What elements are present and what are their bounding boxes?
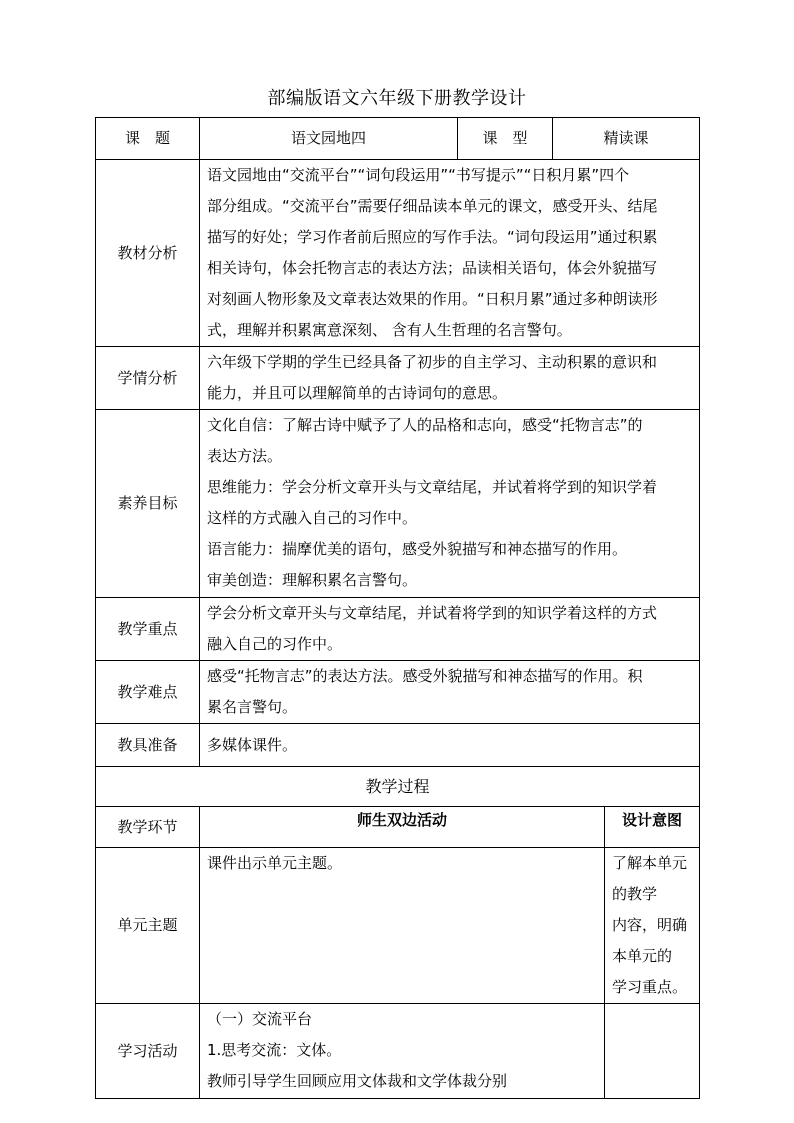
key-points-label: 教学重点 bbox=[96, 598, 200, 661]
stage-column-header: 教学环节 bbox=[96, 807, 200, 848]
difficult-points-row bbox=[96, 661, 700, 724]
text-line: 式，理解并积累寓意深刻、 含有人生哲理的名言警句。 bbox=[207, 321, 572, 339]
process-row bbox=[96, 1004, 700, 1099]
course-value: 语文园地四 bbox=[200, 118, 458, 160]
literacy-goals-row bbox=[96, 410, 700, 598]
text-line: 六年级下学期的学生已经具备了初步的自主学习、主动积累的意识和 bbox=[207, 353, 658, 371]
student-analysis-row bbox=[96, 347, 700, 410]
activity-cell bbox=[200, 1004, 605, 1099]
text-line: 能力，并且可以理解简单的古诗词句的意思。 bbox=[207, 384, 508, 402]
text-line: 表达方法。 bbox=[207, 447, 283, 465]
difficult-points-label: 教学难点 bbox=[96, 661, 200, 724]
text-line: 学习重点。 bbox=[612, 978, 688, 996]
difficult-points-text bbox=[200, 661, 700, 724]
text-line: 了解本单元的教学 bbox=[612, 854, 688, 903]
process-column-header-row bbox=[96, 807, 700, 848]
intent-cell bbox=[605, 848, 700, 1004]
activity-cell bbox=[200, 848, 605, 1004]
text-line: 思维能力：学会分析文章开头与文章结尾，并试着将学到的知识学着 bbox=[207, 478, 658, 496]
text-line: 课件出示单元主题。 bbox=[207, 854, 343, 872]
student-analysis-text bbox=[200, 347, 700, 410]
text-line: 相关诗句，体会托物言志的表达方法；品读相关语句，体会外貌描写 bbox=[207, 259, 658, 277]
teaching-aids-value: 多媒体课件。 bbox=[200, 724, 700, 767]
stage-cell: 学习活动 bbox=[96, 1004, 200, 1099]
text-line: 描写的好处；学习作者前后照应的写作手法。“词句段运用”通过积累 bbox=[207, 228, 658, 246]
type-label: 课 型 bbox=[458, 118, 553, 160]
key-points-text bbox=[200, 598, 700, 661]
material-analysis-label: 教材分析 bbox=[96, 160, 200, 347]
course-label: 课 题 bbox=[96, 118, 200, 160]
teaching-aids-row bbox=[96, 724, 700, 767]
material-analysis-text bbox=[200, 160, 700, 347]
material-analysis-row bbox=[96, 160, 700, 347]
text-line: 融入自己的习作中。 bbox=[207, 635, 343, 653]
document-title: 部编版语文六年级下册教学设计 bbox=[267, 88, 527, 109]
text-line: 语言能力：揣摩优美的语句，感受外貌描写和神态描写的作用。 bbox=[207, 540, 628, 558]
text-line: 部分组成。“交流平台”需要仔细品读本单元的课文，感受开头、结尾 bbox=[207, 197, 658, 215]
header-row bbox=[96, 118, 700, 160]
literacy-goals-label: 素养目标 bbox=[96, 410, 200, 598]
text-line: 审美创造：理解积累名言警句。 bbox=[207, 571, 418, 589]
text-line: 语文园地由“交流平台”“词句段运用”“书写提示”“日积月累”四个 bbox=[207, 166, 630, 184]
type-value: 精读课 bbox=[553, 118, 700, 160]
intent-cell bbox=[605, 1004, 700, 1099]
key-points-row bbox=[96, 598, 700, 661]
literacy-goals-text bbox=[200, 410, 700, 598]
text-line: 文化自信：了解古诗中赋予了人的品格和志向，感受“托物言志”的 bbox=[207, 416, 643, 434]
text-line: 感受“托物言志”的表达方法。感受外貌描写和神态描写的作用。积 bbox=[207, 667, 643, 685]
text-line: 对刻画人物形象及文章表达效果的作用。“日积月累”通过多种朗读形 bbox=[207, 290, 658, 308]
lesson-plan-table bbox=[95, 117, 700, 1099]
stage-cell: 单元主题 bbox=[96, 848, 200, 1004]
process-heading: 教学过程 bbox=[96, 767, 700, 807]
process-heading-row bbox=[96, 767, 700, 807]
student-analysis-label: 学情分析 bbox=[96, 347, 200, 410]
text-line: 这样的方式融入自己的习作中。 bbox=[207, 509, 418, 527]
text-line: 学会分析文章开头与文章结尾，并试着将学到的知识学着这样的方式 bbox=[207, 604, 658, 622]
process-row bbox=[96, 848, 700, 1004]
activity-column-header: 师生双边活动 bbox=[200, 807, 605, 848]
text-line: 1.思考交流：文体。 bbox=[207, 1041, 342, 1059]
text-line: （一）交流平台 bbox=[207, 1010, 313, 1028]
teaching-aids-label: 教具准备 bbox=[96, 724, 200, 767]
intent-column-header: 设计意图 bbox=[605, 807, 700, 848]
text-line: 内容，明确本单元的 bbox=[612, 916, 688, 965]
text-line: 教师引导学生回顾应用文体裁和文学体裁分别 bbox=[207, 1072, 508, 1090]
text-line: 累名言警句。 bbox=[207, 698, 298, 716]
